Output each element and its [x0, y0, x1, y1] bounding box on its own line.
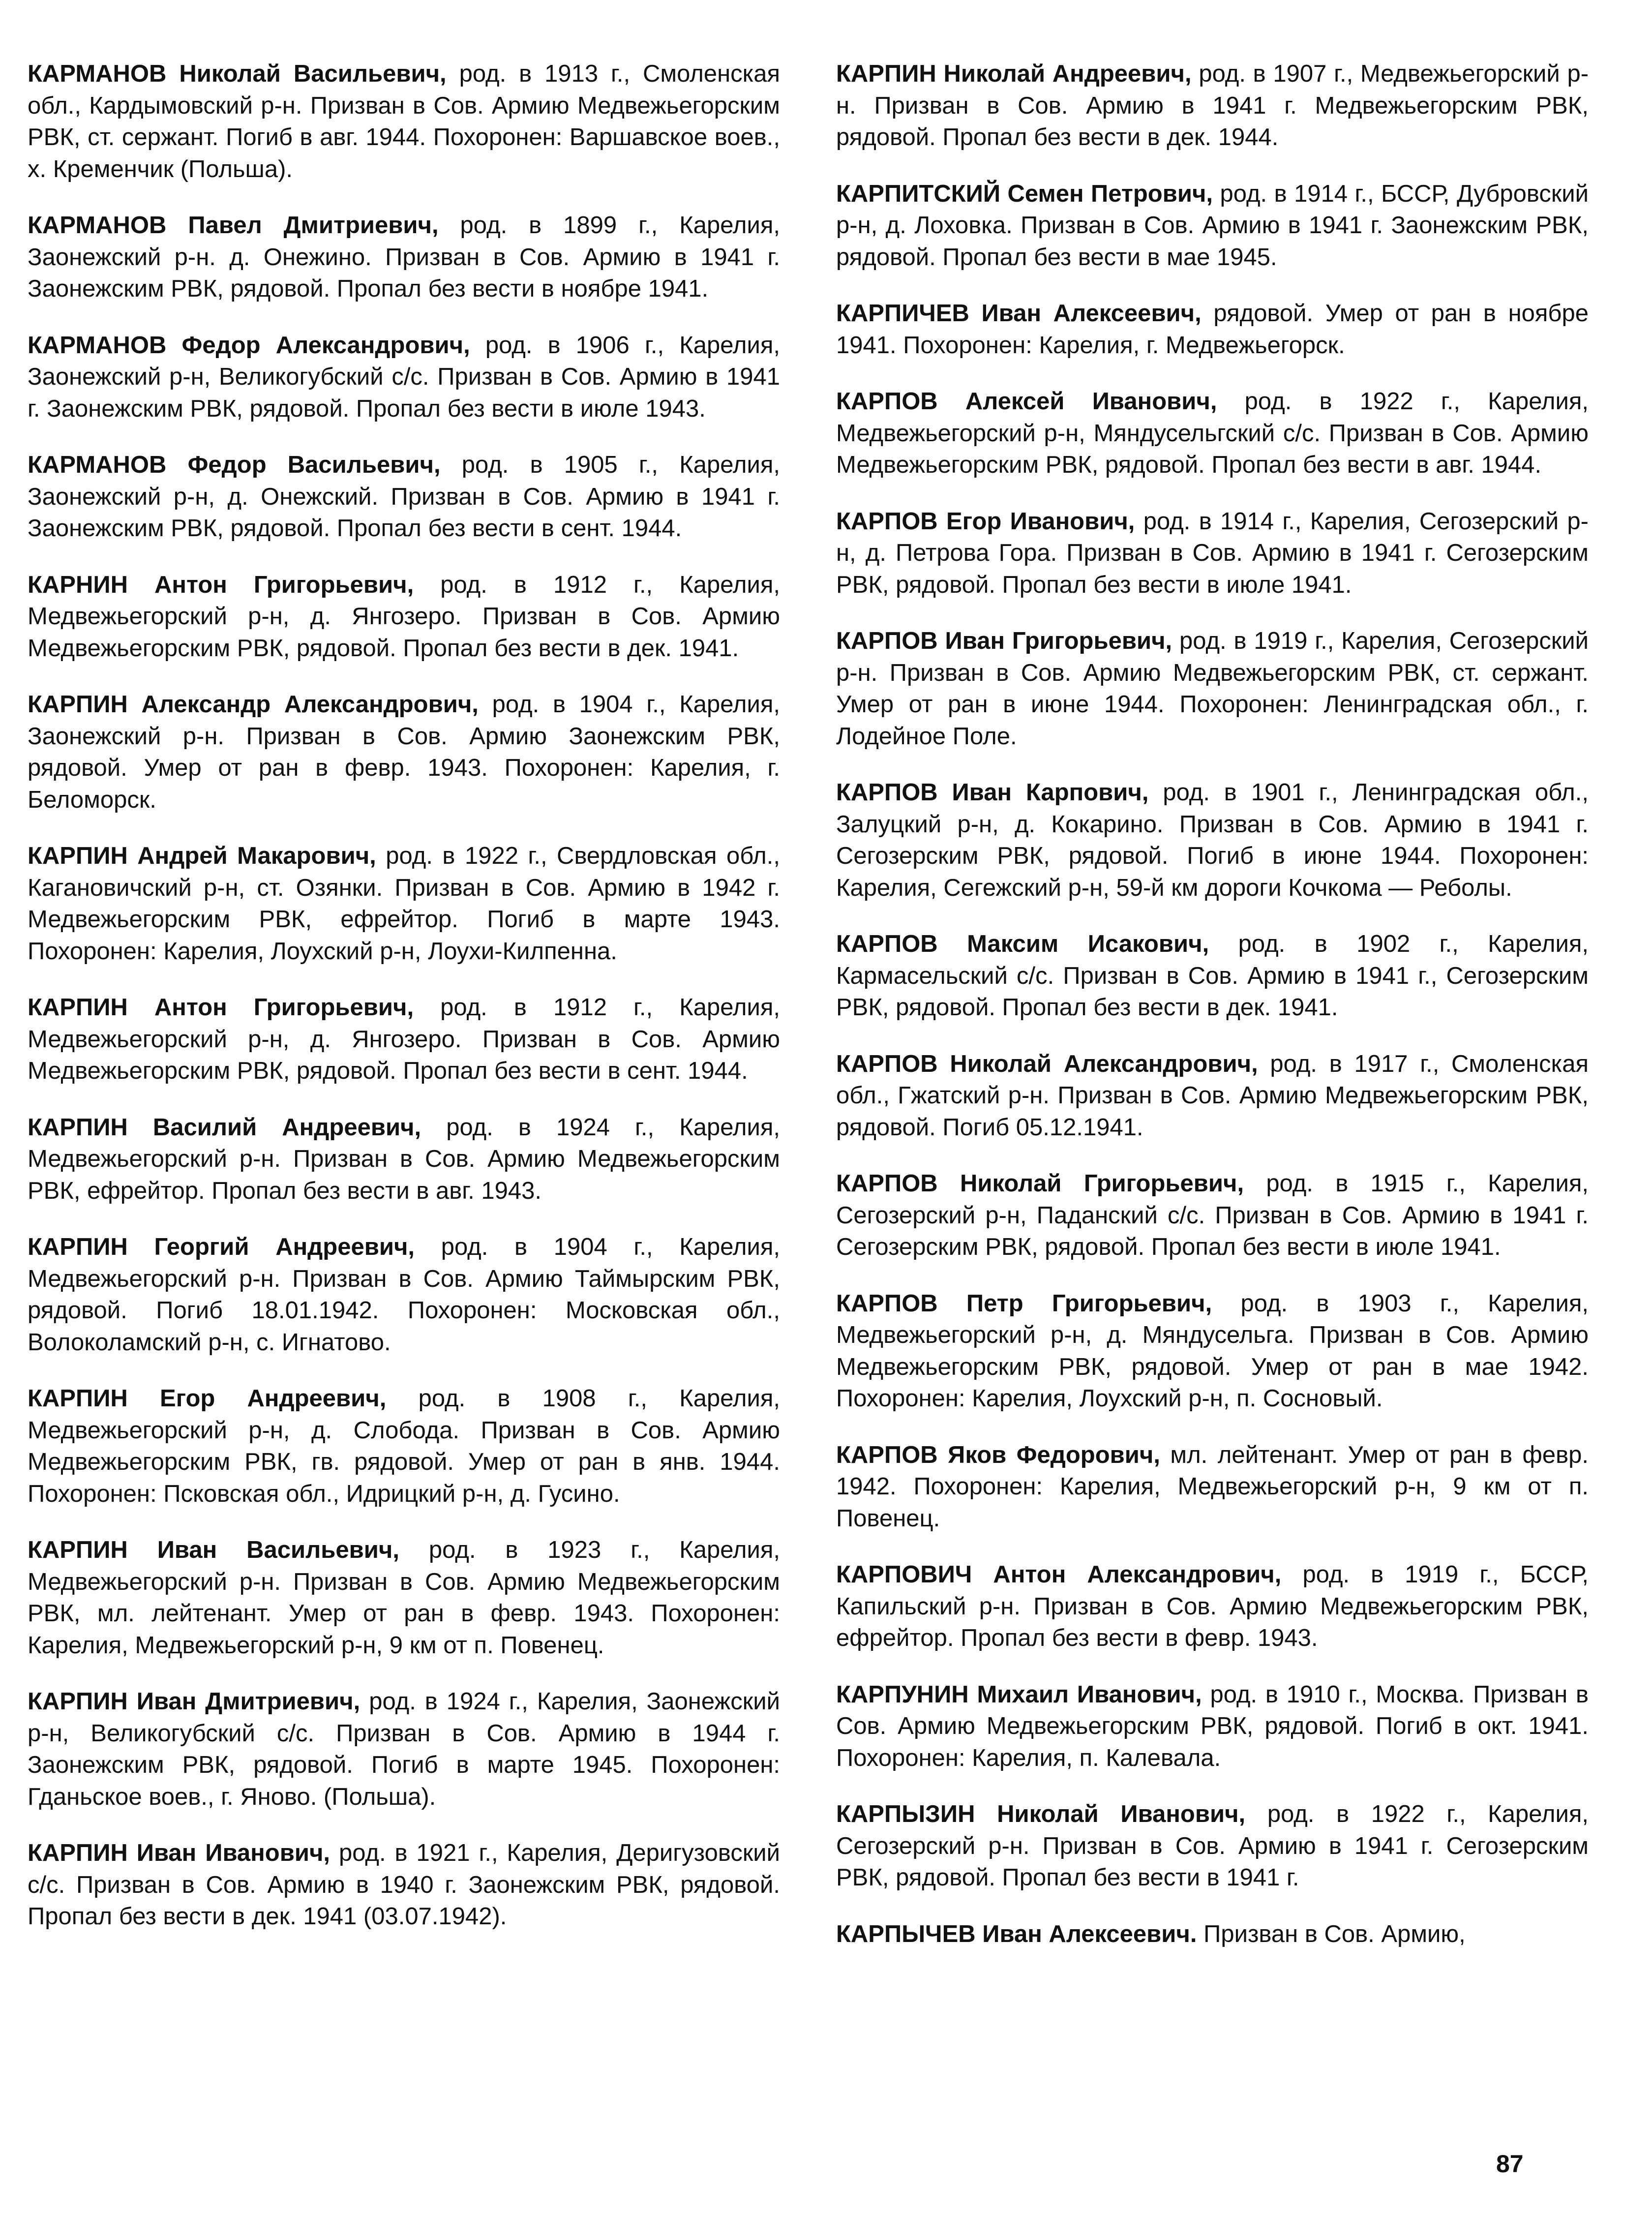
entry-text: род. в 1908 г., Карелия, Медвежьегорский р-н, д. Слобода. Призван в Сов. Армию Медвежьегорским РВК, гв. рядовой. Умер от ран в янв. 1944. Похоронен: Псковская обл., Идрицкий р-н, д. Гусино. — [28, 1385, 780, 1507]
entry-name: КАРПЫЗИН Николай Иванович, — [836, 1801, 1246, 1827]
entry-name: КАРПОВ Алексей Иванович, — [836, 388, 1217, 415]
entry-text: род. в 1922 г., Карелия, Медвежьегорский р-н, Мяндусельгский с/с. Призван в Сов. Армию Медвежьегорским РВК, рядовой. Пропал без вести в авг. 1944. — [836, 388, 1589, 478]
entry-text: рядовой. Умер от ран в ноябре 1941. Похоронен: Карелия, г. Медвежьегорск. — [836, 300, 1589, 359]
entry-text: род. в 1904 г., Карелия, Медвежьегорский р-н. Призван в Сов. Армию Таймырским РВК, рядовой. Погиб 18.01.1942. Похоронен: Московская обл., Волоколамский р-н, с. Игнатово. — [28, 1234, 780, 1356]
entry — [836, 58, 1589, 153]
entry-text: род. в 1913 г., Смоленская обл., Кардымовский р-н. Призван в Сов. Армию Медвежьегорским РВК, ст. сержант. Погиб в авг. 1944. Похоронен: Варшавское воев., х. Кременчик (Польша). — [28, 61, 780, 182]
entry — [28, 210, 780, 305]
entry-text: Призван в Сов. Армию, — [1203, 1920, 1466, 1947]
entry — [28, 1231, 780, 1358]
entry — [28, 1112, 780, 1207]
entry-name: КАРПИТСКИЙ Семен Петрович, — [836, 180, 1213, 207]
entry-name: КАРПОВ Яков Федорович, — [836, 1441, 1160, 1468]
entry-text: род. в 1912 г., Карелия, Медвежьегорский р-н, д. Янгозеро. Призван в Сов. Армию Медвежьегорским РВК, рядовой. Пропал без вести в дек. 1941. — [28, 571, 780, 662]
entry-name: КАРПОВ Николай Григорьевич, — [836, 1170, 1244, 1197]
entry — [836, 178, 1589, 273]
entry-name: КАРПИН Николай Андреевич, — [836, 61, 1192, 87]
entry-text: род. в 1922 г., Свердловская обл., Кагановичский р-н, ст. Озянки. Призван в Сов. Армию в 1942 г. Медвежьегорским РВК, ефрейтор. Погиб в марте 1943. Похоронен: Карелия, Лоухский р-н, Лоухи-Килпенна. — [28, 843, 780, 965]
entry — [28, 992, 780, 1087]
entry — [836, 386, 1589, 481]
entry — [836, 1559, 1589, 1654]
entry — [28, 58, 780, 185]
entry — [836, 777, 1589, 904]
entry — [836, 1168, 1589, 1263]
entry-text: род. в 1901 г., Ленинградская обл., Залуцкий р-н, д. Кокарино. Призван в Сов. Армию в 1941 г. Сегозерским РВК, рядовой. Погиб в июне 1944. Похоронен: Карелия, Сегежский р-н, 59-й км дороги Кочкома — Реболы. — [836, 779, 1589, 901]
entry-text: род. в 1924 г., Карелия, Медвежьегорский р-н. Призван в Сов. Армию Медвежьегорским РВК, ефрейтор. Пропал без вести в авг. 1943. — [28, 1114, 780, 1204]
entry-name: КАРМАНОВ Федор Васильевич, — [28, 452, 441, 478]
entry-text: род. в 1914 г., БССР, Дубровский р-н, д. Лоховка. Призван в Сов. Армию в 1941 г. Заонежским РВК, рядовой. Пропал без вести в мае 1945. — [836, 180, 1589, 271]
entry — [836, 1439, 1589, 1535]
entry-text: род. в 1906 г., Карелия, Заонежский р-н, Великогубский с/с. Призван в Сов. Армию в 1941 г. Заонежским РВК, рядовой. Пропал без вести в июле 1943. — [28, 332, 780, 422]
entry-name: КАРМАНОВ Павел Дмитриевич, — [28, 212, 439, 239]
entry — [836, 1679, 1589, 1774]
entry-name: КАРПИН Александр Александрович, — [28, 691, 479, 718]
entry-text: род. в 1904 г., Карелия, Заонежский р-н. Призван в Сов. Армию Заонежским РВК, рядовой. Умер от ран в февр. 1943. Похоронен: Карелия, г. Беломорск. — [28, 691, 780, 813]
right-column — [836, 58, 1589, 1974]
entry — [836, 625, 1589, 752]
entry — [28, 689, 780, 816]
entry-name: КАРПОВИЧ Антон Александрович, — [836, 1561, 1282, 1588]
entry-name: КАРПОВ Николай Александрович, — [836, 1050, 1258, 1077]
entry — [836, 298, 1589, 361]
entry-text: род. в 1917 г., Смоленская обл., Гжатский р-н. Призван в Сов. Армию Медвежьегорским РВК, рядовой. Погиб 05.12.1941. — [836, 1050, 1589, 1141]
entry-text: род. в 1899 г., Карелия, Заонежский р-н. д. Онежино. Призван в Сов. Армию в 1941 г. Заонежским РВК, рядовой. Пропал без вести в ноябре 1941. — [28, 212, 780, 302]
entry-name: КАРПИН Антон Григорьевич, — [28, 994, 414, 1021]
entry-name: КАРПИН Василий Андреевич, — [28, 1114, 421, 1141]
entry-text: род. в 1915 г., Карелия, Сегозерский р-н, Паданский с/с. Призван в Сов. Армию в 1941 г. Сегозерским РВК, рядовой. Пропал без вести в июле 1941. — [836, 1170, 1589, 1260]
entry-text: род. в 1923 г., Карелия, Медвежьегорский р-н. Призван в Сов. Армию Медвежьегорским РВК, мл. лейтенант. Умер от ран в февр. 1943. Похоронен: Карелия, Медвежьегорский р-н, 9 км от п. Повенец. — [28, 1537, 780, 1659]
entry-text: мл. лейтенант. Умер от ран в февр. 1942. Похоронен: Карелия, Медвежьегорский р-н, 9 км от п. Повенец. — [836, 1441, 1589, 1532]
entry-text: род. в 1903 г., Карелия, Медвежьегорский р-н, д. Мяндусельга. Призван в Сов. Армию Медвежьегорским РВК, рядовой. Умер от ран в мае 1942. Похоронен: Карелия, Лоухский р-н, п. Сосновый. — [836, 1290, 1589, 1412]
entry-name: КАРПОВ Иван Карпович, — [836, 779, 1149, 806]
left-column — [28, 58, 780, 1957]
entry-name: КАРПИН Иван Иванович, — [28, 1840, 330, 1866]
entry — [836, 506, 1589, 601]
entry — [28, 449, 780, 545]
entry-name: КАРПИН Георгий Андреевич, — [28, 1234, 415, 1260]
entry — [28, 1534, 780, 1661]
entry-text: род. в 1902 г., Карелия, Кармасельский с/с. Призван в Сов. Армию в 1941 г., Сегозерским РВК, рядовой. Пропал без вести в дек. 1941. — [836, 931, 1589, 1021]
entry-text: род. в 1922 г., Карелия, Сегозерский р-н. Призван в Сов. Армию в 1941 г. Сегозерским РВК, рядовой. Пропал без вести в 1941 г. — [836, 1801, 1589, 1891]
entry-name: КАРМАНОВ Николай Васильевич, — [28, 61, 447, 87]
entry — [836, 1918, 1589, 1950]
entry-name: КАРПОВ Иван Григорьевич, — [836, 628, 1172, 654]
entry-name: КАРПИЧЕВ Иван Алексеевич, — [836, 300, 1201, 327]
entry-text: род. в 1910 г., Москва. Призван в Сов. Армию Медвежьегорским РВК, рядовой. Погиб в окт. 1941. Похоронен: Карелия, п. Калевала. — [836, 1681, 1589, 1771]
entry-name: КАРПУНИН Михаил Иванович, — [836, 1681, 1202, 1708]
entry — [28, 330, 780, 425]
entry-text: род. в 1905 г., Карелия, Заонежский р-н, д. Онежский. Призван в Сов. Армию в 1941 г. Заонежским РВК, рядовой. Пропал без вести в сент. 1944. — [28, 452, 780, 542]
entry-name: КАРПИН Иван Дмитриевич, — [28, 1688, 360, 1715]
entry — [836, 1798, 1589, 1894]
entry — [836, 1048, 1589, 1144]
entry-name: КАРПЫЧЕВ Иван Алексеевич. — [836, 1920, 1197, 1947]
entry — [28, 840, 780, 967]
entry-text: род. в 1921 г., Карелия, Деригузовский с/с. Призван в Сов. Армию в 1940 г. Заонежским РВК, рядовой. Пропал без вести в дек. 1941 (03.07.1942). — [28, 1840, 780, 1930]
entry-text: род. в 1919 г., Карелия, Сегозерский р-н. Призван в Сов. Армию Медвежьегорским РВК, ст. сержант. Умер от ран в июне 1944. Похоронен: Ленинградская обл., г. Лодейное Поле. — [836, 628, 1589, 750]
entry-text: род. в 1924 г., Карелия, Заонежский р-н, Великогубский с/с. Призван в Сов. Армию в 1944 г. Заонежским РВК, рядовой. Погиб в марте 1945. Похоронен: Гданьское воев., г. Яново. (Польша). — [28, 1688, 780, 1810]
entry — [836, 928, 1589, 1024]
entry-text: род. в 1914 г., Карелия, Сегозерский р-н, д. Петрова Гора. Призван в Сов. Армию в 1941 г. Сегозерским РВК, рядовой. Пропал без вести в июле 1941. — [836, 508, 1589, 598]
entry-name: КАРПОВ Максим Исакович, — [836, 931, 1209, 957]
entry-text: род. в 1907 г., Медвежьегорский р-н. Призван в Сов. Армию в 1941 г. Медвежьегорским РВК, рядовой. Пропал без вести в дек. 1944. — [836, 61, 1589, 151]
entry-name: КАРМАНОВ Федор Александрович, — [28, 332, 470, 359]
entry-name: КАРПИН Егор Андреевич, — [28, 1385, 387, 1412]
entry — [28, 569, 780, 665]
entry-name: КАРПОВ Петр Григорьевич, — [836, 1290, 1212, 1317]
entry-name: КАРПИН Иван Васильевич, — [28, 1537, 399, 1563]
page-number: 87 — [1496, 2150, 1524, 2178]
entry — [28, 1837, 780, 1933]
entry — [28, 1686, 780, 1813]
entry-name: КАРПИН Андрей Макарович, — [28, 843, 376, 869]
entry — [28, 1383, 780, 1510]
entry-text: род. в 1912 г., Карелия, Медвежьегорский р-н, д. Янгозеро. Призван в Сов. Армию Медвежьегорским РВК, рядовой. Пропал без вести в сент. 1944. — [28, 994, 780, 1084]
entry-name: КАРНИН Антон Григорьевич, — [28, 571, 414, 598]
entry-name: КАРПОВ Егор Иванович, — [836, 508, 1135, 535]
entry — [836, 1288, 1589, 1415]
entry-text: род. в 1919 г., БССР, Капильский р-н. Призван в Сов. Армию Медвежьегорским РВК, ефрейтор. Пропал без вести в февр. 1943. — [836, 1561, 1589, 1651]
